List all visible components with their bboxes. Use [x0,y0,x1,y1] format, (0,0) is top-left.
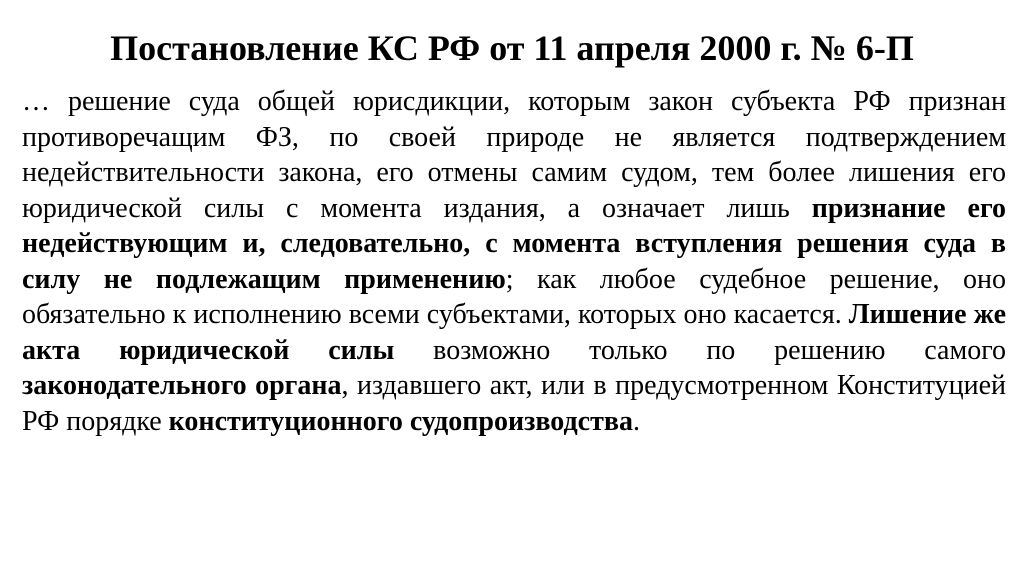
bold-segment-4: конституционного судопроизводства [168,405,633,437]
slide-title: Постановление КС РФ от 11 апреля 2000 г. № 6-П [110,28,914,68]
bold-segment-1: признание его недействующим и, следовательно, с момента вступления решения суда в силу не подлежащим применению [22,192,1006,295]
text-segment-4: , издавшего акт, или в предусмотренном Конституцией РФ порядке [22,370,1006,437]
text-segment-1: … решение суда общей юрисдикции, которым закон субъекта РФ признан противоречащим ФЗ, по своей природе не является подтверждением недействительности закона, его отмены самим судом, тем более лишения его юридической силы с момента издания, а означает лишь [22,86,1006,224]
body-paragraph [22,84,1006,439]
text-segment-5: . [632,405,640,437]
text-segment-2: ; как любое судебное решение, оно обязательно к исполнению всеми субъектами, которых оно касается. [22,263,1006,330]
text-segment-3: возможно только по решению самого [394,334,1006,366]
bold-segment-2: Лишение же акта юридической силы [22,299,1006,366]
bold-segment-3: законодательного органа [22,370,342,401]
